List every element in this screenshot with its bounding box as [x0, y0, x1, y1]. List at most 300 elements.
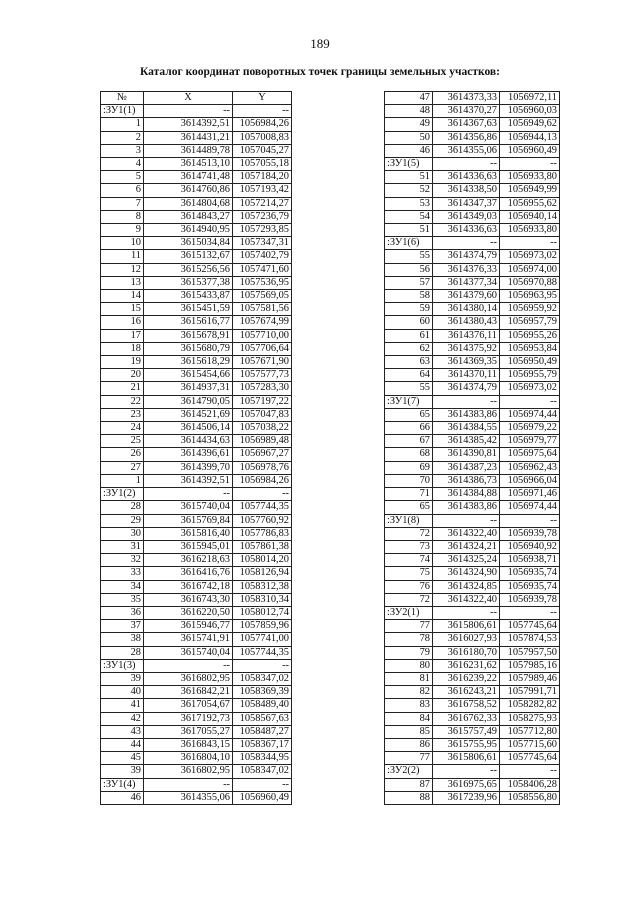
cell-x: 3614322,40	[433, 527, 500, 540]
cell-y: 1056955,79	[500, 369, 560, 382]
table-row	[101, 342, 292, 355]
cell-num: 4	[101, 158, 144, 171]
cell-x: 3614376,11	[433, 329, 500, 342]
cell-y: 1056935,74	[500, 580, 560, 593]
cell-y: 1056979,77	[500, 435, 560, 448]
table-row	[101, 224, 292, 237]
cell-y: 1057745,64	[500, 620, 560, 633]
cell-y: 1057184,20	[233, 171, 292, 184]
table-row	[385, 131, 560, 144]
cell-num: 49	[385, 118, 433, 131]
cell-y: 1056984,26	[233, 118, 292, 131]
cell-y: 1057283,30	[233, 382, 292, 395]
table-row	[385, 646, 560, 659]
cell-x: 3616802,95	[144, 765, 233, 778]
table-row	[101, 144, 292, 157]
cell-num: :ЗУ1(1)	[101, 105, 144, 118]
table-group-row	[385, 395, 560, 408]
table-row	[385, 791, 560, 804]
cell-x: 3614324,85	[433, 580, 500, 593]
cell-x: --	[433, 395, 500, 408]
cell-num: 8	[101, 210, 144, 223]
cell-x: 3614521,69	[144, 408, 233, 421]
cell-num: 20	[101, 369, 144, 382]
cell-y: 1056967,27	[233, 448, 292, 461]
table-row	[385, 778, 560, 791]
cell-num: 41	[101, 699, 144, 712]
cell-num: 34	[101, 580, 144, 593]
cell-x: 3614385,42	[433, 435, 500, 448]
cell-y: 1056949,99	[500, 184, 560, 197]
cell-num: 78	[385, 633, 433, 646]
table-row	[385, 593, 560, 606]
cell-y: 1057008,83	[233, 131, 292, 144]
cell-num: 84	[385, 712, 433, 725]
cell-y: 1057402,79	[233, 250, 292, 263]
table-row	[385, 382, 560, 395]
table-row	[385, 276, 560, 289]
cell-y: 1056973,02	[500, 250, 560, 263]
table-row	[101, 752, 292, 765]
cell-x: 3616027,93	[433, 633, 500, 646]
table-group-row	[385, 237, 560, 250]
cell-y: 1057957,50	[500, 646, 560, 659]
cell-num: 33	[101, 567, 144, 580]
cell-y: --	[500, 606, 560, 619]
table-row	[385, 144, 560, 157]
cell-x: 3614431,21	[144, 131, 233, 144]
cell-x: --	[433, 765, 500, 778]
table-row	[101, 593, 292, 606]
table-row	[385, 290, 560, 303]
cell-y: 1056938,71	[500, 554, 560, 567]
table-row	[101, 263, 292, 276]
table-row	[101, 184, 292, 197]
cell-y: 1058347,02	[233, 672, 292, 685]
cell-x: 3614384,88	[433, 488, 500, 501]
cell-num: 43	[101, 725, 144, 738]
cell-x: 3614336,63	[433, 224, 500, 237]
cell-num: 28	[101, 501, 144, 514]
cell-num: 39	[101, 672, 144, 685]
cell-x: --	[433, 237, 500, 250]
cell-num: 80	[385, 659, 433, 672]
table-row	[385, 422, 560, 435]
cell-x: 3616416,76	[144, 567, 233, 580]
cell-x: 3615740,04	[144, 501, 233, 514]
cell-x: 3616742,18	[144, 580, 233, 593]
cell-x: 3614390,81	[433, 448, 500, 461]
table-group-row	[101, 488, 292, 501]
table-row	[101, 316, 292, 329]
cell-num: 29	[101, 514, 144, 527]
cell-x: 3614843,27	[144, 210, 233, 223]
table-row	[385, 184, 560, 197]
cell-x: 3615946,77	[144, 620, 233, 633]
cell-x: 3615741,91	[144, 633, 233, 646]
cell-x: 3614392,51	[144, 474, 233, 487]
cell-x: 3616218,63	[144, 554, 233, 567]
cell-x: 3614374,79	[433, 382, 500, 395]
table-row	[385, 250, 560, 263]
cell-x: 3616243,21	[433, 686, 500, 699]
cell-y: 1056972,11	[500, 92, 560, 105]
cell-y: 1057214,27	[233, 197, 292, 210]
cell-num: 87	[385, 778, 433, 791]
cell-num: 72	[385, 527, 433, 540]
cell-y: 1056955,62	[500, 197, 560, 210]
cell-num: 58	[385, 290, 433, 303]
cell-num: 67	[385, 435, 433, 448]
cell-y: 1058012,74	[233, 606, 292, 619]
cell-x: 3615454,66	[144, 369, 233, 382]
table-row	[385, 659, 560, 672]
cell-x: 3614804,68	[144, 197, 233, 210]
cell-y: 1056940,14	[500, 210, 560, 223]
cell-num: 82	[385, 686, 433, 699]
cell-y: 1056933,80	[500, 224, 560, 237]
cell-y: 1057569,05	[233, 290, 292, 303]
cell-y: 1056955,26	[500, 329, 560, 342]
table-row	[385, 408, 560, 421]
cell-y: 1056953,84	[500, 342, 560, 355]
cell-y: 1056970,88	[500, 276, 560, 289]
cell-x: 3616758,52	[433, 699, 500, 712]
cell-x: 3614349,03	[433, 210, 500, 223]
cell-y: 1057744,35	[233, 501, 292, 514]
cell-num: 72	[385, 593, 433, 606]
cell-num: 66	[385, 422, 433, 435]
cell-y: 1058282,82	[500, 699, 560, 712]
cell-x: 3614392,51	[144, 118, 233, 131]
cell-num: 18	[101, 342, 144, 355]
cell-x: 3617192,73	[144, 712, 233, 725]
cell-y: 1057236,79	[233, 210, 292, 223]
cell-x: --	[433, 606, 500, 619]
cell-y: 1057710,00	[233, 329, 292, 342]
cell-y: 1056975,64	[500, 448, 560, 461]
cell-y: 1056960,49	[500, 144, 560, 157]
cell-num: 19	[101, 356, 144, 369]
cell-x: 3616220,50	[144, 606, 233, 619]
table-row	[385, 224, 560, 237]
cell-x: 3615377,38	[144, 276, 233, 289]
table-row	[385, 105, 560, 118]
cell-x: 3617054,67	[144, 699, 233, 712]
cell-num: :ЗУ1(6)	[385, 237, 433, 250]
cell-y: 1058487,27	[233, 725, 292, 738]
cell-y: 1056960,03	[500, 105, 560, 118]
cell-x: 3614370,27	[433, 105, 500, 118]
cell-x: 3615132,67	[144, 250, 233, 263]
cell-y: 1057045,27	[233, 144, 292, 157]
table-row	[101, 250, 292, 263]
table-row	[385, 672, 560, 685]
cell-x: --	[144, 778, 233, 791]
table-row	[385, 686, 560, 699]
cell-x: 3614386,73	[433, 474, 500, 487]
cell-num: 55	[385, 250, 433, 263]
cell-num: 53	[385, 197, 433, 210]
cell-y: --	[500, 395, 560, 408]
table-row	[385, 448, 560, 461]
cell-y: 1056939,78	[500, 593, 560, 606]
cell-y: 1058556,80	[500, 791, 560, 804]
cell-y: 1058567,63	[233, 712, 292, 725]
cell-x: 3616842,21	[144, 686, 233, 699]
cell-y: --	[500, 765, 560, 778]
table-row	[101, 171, 292, 184]
cell-num: :ЗУ1(2)	[101, 488, 144, 501]
cell-num: 9	[101, 224, 144, 237]
cell-x: 3614355,06	[144, 791, 233, 804]
cell-x: 3615618,29	[144, 356, 233, 369]
cell-num: 56	[385, 263, 433, 276]
table-row	[385, 554, 560, 567]
table-body-right	[385, 92, 560, 805]
cell-y: --	[233, 659, 292, 672]
cell-x: 3614383,86	[433, 501, 500, 514]
cell-y: --	[233, 778, 292, 791]
cell-x: 3614506,14	[144, 422, 233, 435]
cell-y: 1056949,62	[500, 118, 560, 131]
table-row	[385, 263, 560, 276]
cell-num: 86	[385, 738, 433, 751]
cell-x: 3614741,48	[144, 171, 233, 184]
cell-x: --	[433, 158, 500, 171]
cell-num: 37	[101, 620, 144, 633]
table-row	[101, 329, 292, 342]
table-row	[385, 210, 560, 223]
table-row	[385, 738, 560, 751]
cell-num: 70	[385, 474, 433, 487]
cell-x: 3614387,23	[433, 461, 500, 474]
cell-x: 3614324,90	[433, 567, 500, 580]
table-row	[385, 461, 560, 474]
cell-num: 73	[385, 540, 433, 553]
cell-x: 3614379,60	[433, 290, 500, 303]
table-row	[101, 408, 292, 421]
table-row	[101, 580, 292, 593]
cell-y: 1058347,02	[233, 765, 292, 778]
table-row	[101, 725, 292, 738]
table-row	[101, 382, 292, 395]
cell-num: 17	[101, 329, 144, 342]
table-group-row	[101, 659, 292, 672]
cell-x: 3614338,50	[433, 184, 500, 197]
cell-y: 1057786,83	[233, 527, 292, 540]
cell-y: 1056962,43	[500, 461, 560, 474]
cell-x: --	[433, 514, 500, 527]
cell-x: 3614370,11	[433, 369, 500, 382]
cell-num: 25	[101, 435, 144, 448]
cell-y: 1056974,44	[500, 501, 560, 514]
cell-x: 3615806,61	[433, 752, 500, 765]
cell-y: 1056973,02	[500, 382, 560, 395]
table-row	[101, 474, 292, 487]
cell-num: 21	[101, 382, 144, 395]
cell-x: 3614940,95	[144, 224, 233, 237]
cell-y: 1058014,20	[233, 554, 292, 567]
cell-y: 1057859,96	[233, 620, 292, 633]
cell-y: 1058126,94	[233, 567, 292, 580]
cell-num: 7	[101, 197, 144, 210]
cell-x: 3616804,10	[144, 752, 233, 765]
cell-num: 5	[101, 171, 144, 184]
table-group-row	[385, 606, 560, 619]
cell-num: 68	[385, 448, 433, 461]
table-row	[101, 672, 292, 685]
cell-y: 1056959,92	[500, 303, 560, 316]
cell-num: 15	[101, 303, 144, 316]
cell-num: 77	[385, 752, 433, 765]
cell-y: 1056978,76	[233, 461, 292, 474]
cell-x: 3614396,61	[144, 448, 233, 461]
cell-num: 38	[101, 633, 144, 646]
table-row	[385, 540, 560, 553]
table-group-row	[101, 105, 292, 118]
cell-x: 3617055,27	[144, 725, 233, 738]
cell-num: 26	[101, 448, 144, 461]
catalog-caption: Каталог координат поворотных точек границы земельных участков:	[140, 66, 500, 78]
cell-num: 2	[101, 131, 144, 144]
cell-num: 13	[101, 276, 144, 289]
table-row	[101, 118, 292, 131]
cell-x: 3616843,15	[144, 738, 233, 751]
cell-y: 1057038,22	[233, 422, 292, 435]
table-row	[385, 699, 560, 712]
cell-y: 1057347,31	[233, 237, 292, 250]
cell-num: 52	[385, 184, 433, 197]
cell-num: 54	[385, 210, 433, 223]
cell-num: 14	[101, 290, 144, 303]
cell-x: 3615757,49	[433, 725, 500, 738]
cell-x: 3614322,40	[433, 593, 500, 606]
cell-y: 1057055,18	[233, 158, 292, 171]
cell-num: 63	[385, 356, 433, 369]
cell-y: 1057985,16	[500, 659, 560, 672]
cell-y: 1056966,04	[500, 474, 560, 487]
cell-y: 1057989,46	[500, 672, 560, 685]
table-row	[385, 580, 560, 593]
table-group-row	[385, 765, 560, 778]
cell-x: 3614355,06	[433, 144, 500, 157]
table-row	[101, 620, 292, 633]
cell-y: 1056974,44	[500, 408, 560, 421]
cell-y: 1057197,22	[233, 395, 292, 408]
table-row	[101, 633, 292, 646]
table-group-row	[385, 158, 560, 171]
cell-x: 3615678,91	[144, 329, 233, 342]
cell-num: 46	[385, 144, 433, 157]
cell-num: 75	[385, 567, 433, 580]
cell-y: 1057671,90	[233, 356, 292, 369]
cell-x: 3617239,96	[433, 791, 500, 804]
cell-num: 11	[101, 250, 144, 263]
cell-num: 61	[385, 329, 433, 342]
cell-num: :ЗУ2(1)	[385, 606, 433, 619]
cell-x: 3615740,04	[144, 646, 233, 659]
table-row	[101, 699, 292, 712]
cell-x: 3615769,84	[144, 514, 233, 527]
cell-y: 1057874,53	[500, 633, 560, 646]
cell-num: 48	[385, 105, 433, 118]
cell-num: 22	[101, 395, 144, 408]
table-row	[385, 488, 560, 501]
coordinates-table-left	[100, 91, 292, 805]
cell-y: 1058489,40	[233, 699, 292, 712]
coordinates-table-right	[384, 91, 560, 805]
table-row	[101, 303, 292, 316]
cell-x: 3614336,63	[433, 171, 500, 184]
cell-y: 1057744,35	[233, 646, 292, 659]
cell-y: 1056989,48	[233, 435, 292, 448]
cell-num: 1	[101, 118, 144, 131]
cell-x: 3615034,84	[144, 237, 233, 250]
table-row	[101, 369, 292, 382]
cell-num: 69	[385, 461, 433, 474]
cell-x: 3616231,62	[433, 659, 500, 672]
cell-x: --	[144, 105, 233, 118]
table-row	[101, 501, 292, 514]
cell-y: 1057712,80	[500, 725, 560, 738]
table-row	[101, 461, 292, 474]
cell-num: 77	[385, 620, 433, 633]
cell-num: 1	[101, 474, 144, 487]
cell-num: 40	[101, 686, 144, 699]
cell-y: 1058406,28	[500, 778, 560, 791]
cell-x: 3614790,05	[144, 395, 233, 408]
table-row	[385, 527, 560, 540]
table-row	[101, 435, 292, 448]
cell-num: 57	[385, 276, 433, 289]
table-row	[101, 210, 292, 223]
cell-x: 3615816,40	[144, 527, 233, 540]
cell-x: 3614513,10	[144, 158, 233, 171]
table-row	[385, 92, 560, 105]
page-number: 189	[310, 36, 330, 51]
cell-x: 3614434,63	[144, 435, 233, 448]
table-row	[101, 197, 292, 210]
cell-y: 1057760,92	[233, 514, 292, 527]
cell-num: 23	[101, 408, 144, 421]
cell-y: 1057193,42	[233, 184, 292, 197]
cell-num: 16	[101, 316, 144, 329]
cell-num: 65	[385, 501, 433, 514]
cell-x: 3614380,43	[433, 316, 500, 329]
cell-y: 1056935,74	[500, 567, 560, 580]
cell-x: 3616180,70	[433, 646, 500, 659]
cell-y: 1057536,95	[233, 276, 292, 289]
header-x: X	[144, 92, 233, 105]
cell-x: 3615256,56	[144, 263, 233, 276]
cell-num: 74	[385, 554, 433, 567]
cell-num: 79	[385, 646, 433, 659]
cell-x: 3614375,92	[433, 342, 500, 355]
cell-y: 1057293,85	[233, 224, 292, 237]
cell-x: 3614356,86	[433, 131, 500, 144]
cell-x: 3615451,59	[144, 303, 233, 316]
cell-x: 3614760,86	[144, 184, 233, 197]
cell-num: 32	[101, 554, 144, 567]
cell-x: 3614384,55	[433, 422, 500, 435]
table-header-row	[101, 92, 292, 105]
cell-x: 3616762,33	[433, 712, 500, 725]
table-row	[101, 356, 292, 369]
table-row	[101, 395, 292, 408]
cell-num: 64	[385, 369, 433, 382]
cell-x: 3616239,22	[433, 672, 500, 685]
